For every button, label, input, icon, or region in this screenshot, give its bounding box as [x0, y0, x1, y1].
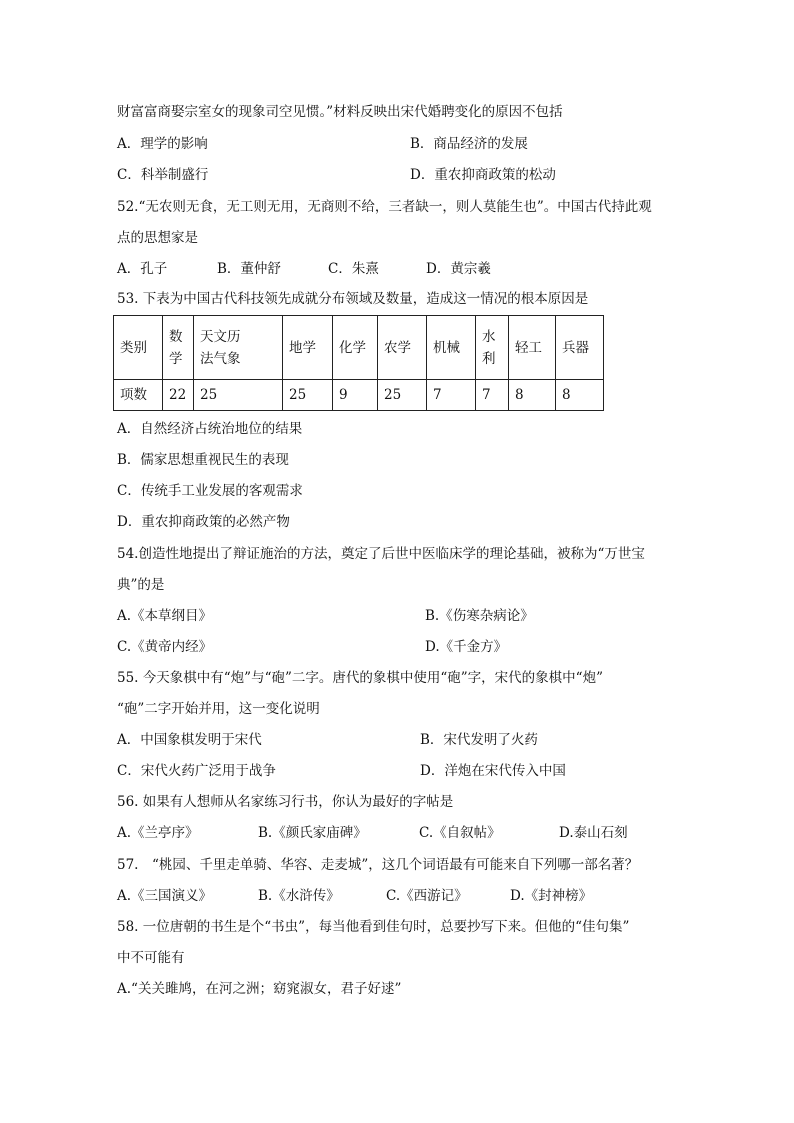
table-header-cell: 机械 — [427, 316, 476, 380]
q52-option-d: D．黄宗羲 — [426, 261, 491, 277]
intro-option-c: C．科举制盛行 — [117, 167, 209, 183]
table-cell: 项数 — [114, 380, 163, 411]
q52-stem-line1: 52.“无农则无食，无工则无用，无商则不给，三者缺一，则人莫能生也”。中国古代持此观 — [117, 199, 652, 215]
table-header-cell: 水 利 — [476, 316, 509, 380]
q53-option-b: B．儒家思想重视民生的表现 — [117, 452, 289, 468]
table-cell: 25 — [283, 380, 333, 411]
q57-stem: 57. “桃园、千里走单骑、华容、走麦城”，这几个词语最有可能来自下列哪一部名著？ — [117, 857, 639, 873]
table-header-cell: 类别 — [114, 316, 163, 380]
q55-option-a: A．中国象棋发明于宋代 — [117, 732, 262, 748]
q56-stem: 56. 如果有人想师从名家练习行书，你认为最好的字帖是 — [117, 794, 454, 810]
q55-option-b: B．宋代发明了火药 — [420, 732, 538, 748]
q54-option-d: D.《千金方》 — [425, 639, 508, 655]
table-cell: 22 — [163, 380, 194, 411]
q53-table — [113, 315, 604, 411]
q53-option-c: C．传统手工业发展的客观需求 — [117, 483, 303, 499]
q58-option-a: A.“关关雎鸠，在河之洲；窈窕淑女，君子好逑” — [117, 981, 402, 997]
table-header-cell: 数 学 — [163, 316, 194, 380]
table-header-cell: 地学 — [283, 316, 333, 380]
q54-option-c: C.《黄帝内经》 — [117, 639, 213, 655]
q52-option-a: A．孔子 — [117, 261, 168, 277]
table-header-cell: 农学 — [378, 316, 427, 380]
q58-stem-line1: 58. 一位唐朝的书生是个“书虫”，每当他看到佳句时，总要抄写下来。但他的“佳句集” — [117, 919, 630, 935]
q56-option-d: D.泰山石刻 — [559, 825, 628, 841]
q53-stem: 53. 下表为中国古代科技领先成就分布领域及数量，造成这一情况的根本原因是 — [117, 291, 589, 307]
intro-option-d: D．重农抑商政策的松动 — [410, 167, 556, 183]
q56-option-b: B.《颜氏家庙碑》 — [258, 825, 367, 841]
table-cell: 7 — [427, 380, 476, 411]
q55-option-d: D．洋炮在宋代传入中国 — [420, 763, 566, 779]
q54-stem-line1: 54.创造性地提出了辩证施治的方法，奠定了后世中医临床学的理论基础，被称为“万世宝 — [117, 546, 645, 562]
q52-option-c: C．朱熹 — [328, 261, 379, 277]
q55-stem-line1: 55. 今天象棋中有“炮”与“砲”二字。唐代的象棋中使用“砲”字，宋代的象棋中“炮” — [117, 670, 603, 686]
intro-option-b: B．商品经济的发展 — [410, 136, 528, 152]
q55-stem-line2: “砲”二字开始并用，这一变化说明 — [117, 701, 320, 717]
q56-option-c: C.《自叙帖》 — [419, 825, 501, 841]
table-header-row — [114, 316, 604, 380]
q53-option-d: D．重农抑商政策的必然产物 — [117, 514, 290, 530]
q52-option-b: B．董仲舒 — [217, 261, 281, 277]
table-cell: 8 — [556, 380, 604, 411]
table-header-cell: 化学 — [333, 316, 378, 380]
table-header-cell: 天文历 法气象 — [194, 316, 283, 380]
table-cell: 25 — [194, 380, 283, 411]
q54-option-a: A.《本草纲目》 — [117, 608, 213, 624]
q58-stem-line2: 中不可能有 — [117, 950, 185, 966]
q52-stem-line2: 点的思想家是 — [117, 230, 198, 246]
q57-option-b: B.《水浒传》 — [258, 888, 340, 904]
intro-line: 财富富商娶宗室女的现象司空见惯。”材料反映出宋代婚聘变化的原因不包括 — [117, 104, 563, 120]
table-cell: 8 — [509, 380, 556, 411]
table-cell: 9 — [333, 380, 378, 411]
table-cell: 7 — [476, 380, 509, 411]
table-header-cell: 兵器 — [556, 316, 604, 380]
q56-option-a: A.《兰亭序》 — [117, 825, 199, 841]
q57-option-d: D.《封神榜》 — [510, 888, 593, 904]
q57-option-c: C.《西游记》 — [386, 888, 468, 904]
q54-stem-line2: 典”的是 — [117, 577, 165, 593]
q55-option-c: C．宋代火药广泛用于战争 — [117, 763, 276, 779]
table-header-cell: 轻工 — [509, 316, 556, 380]
q57-option-a: A.《三国演义》 — [117, 888, 213, 904]
q53-option-a: A．自然经济占统治地位的结果 — [117, 421, 303, 437]
table-row — [114, 380, 604, 411]
table-cell: 25 — [378, 380, 427, 411]
intro-option-a: A．理学的影响 — [117, 136, 208, 152]
q54-option-b: B.《伤寒杂病论》 — [425, 608, 534, 624]
